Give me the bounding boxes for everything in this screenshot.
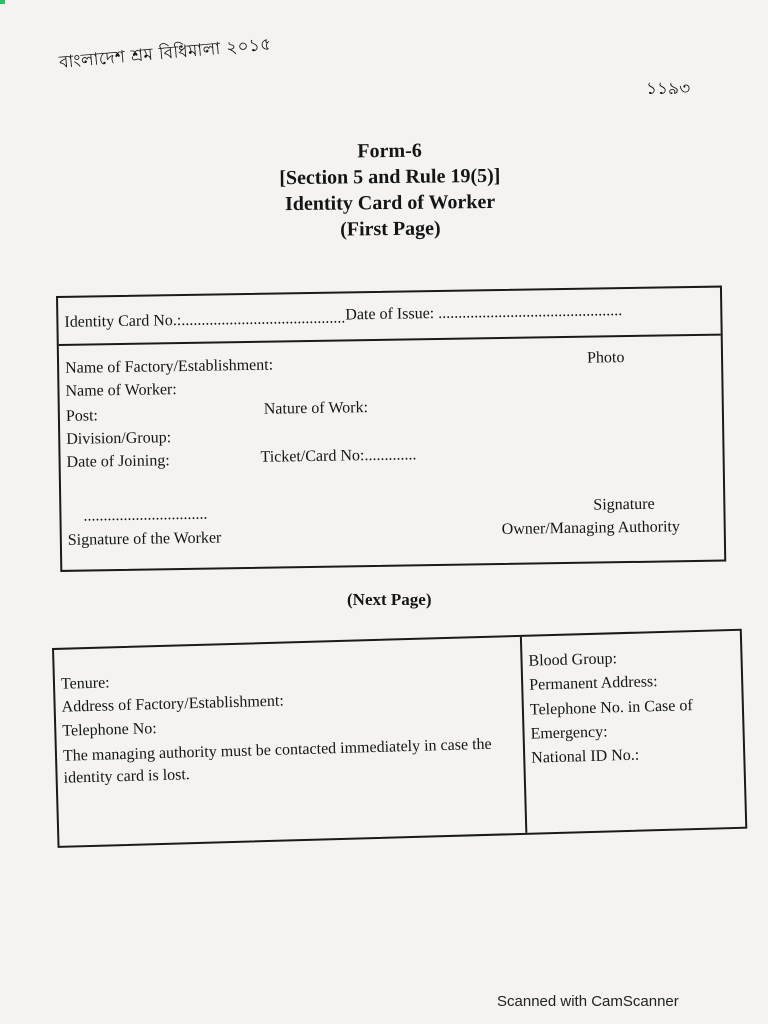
bengali-header: বাংলাদেশ শ্রম বিধিমালা ২০১৫ xyxy=(58,34,273,73)
factory-name-field: Name of Factory/Establishment: xyxy=(65,356,274,377)
worker-name-field: Name of Worker: xyxy=(65,381,177,400)
factory-address-field: Address of Factory/Establishment: xyxy=(61,692,284,716)
identity-card-first-page xyxy=(56,286,726,572)
next-page-label: (Next Page) xyxy=(347,590,432,609)
authority-signature-label: Signature xyxy=(593,495,655,514)
nature-of-work-field: Nature of Work: xyxy=(263,399,369,418)
page-number: ১১৯৩ xyxy=(646,79,691,99)
form-title: Identity Card of Worker xyxy=(284,190,496,216)
form-subtitle: (First Page) xyxy=(340,217,441,241)
form-section: [Section 5 and Rule 19(5)] xyxy=(279,164,501,190)
date-of-joining-field: Date of Joining: xyxy=(66,452,170,471)
emergency-label: Emergency: xyxy=(530,723,608,743)
identity-card-no-field: Identity Card No.:......................................... xyxy=(64,309,346,331)
photo-label: Photo xyxy=(586,349,625,367)
worker-signature-line: ............................... xyxy=(83,505,208,525)
identity-card-next-page xyxy=(52,629,747,848)
emergency-telephone-field: Telephone No. in Case of xyxy=(529,697,693,719)
lost-card-notice: The managing authority must be contacted immediately in case the identity card is lost. xyxy=(62,735,492,787)
corner-mark xyxy=(0,0,5,4)
ticket-card-no-field: Ticket/Card No:............. xyxy=(260,446,417,466)
worker-signature-label: Signature of the Worker xyxy=(67,529,222,549)
division-group-field: Division/Group: xyxy=(66,429,172,448)
form-number: Form-6 xyxy=(357,139,422,163)
permanent-address-field: Permanent Address: xyxy=(528,673,658,694)
tenure-field: Tenure: xyxy=(60,674,110,693)
column-divider xyxy=(520,637,527,833)
owner-authority-label: Owner/Managing Authority xyxy=(501,518,681,539)
date-of-issue-field: Date of Issue: .............................................. xyxy=(345,302,623,324)
card-header-row xyxy=(58,288,721,346)
post-field: Post: xyxy=(65,407,99,425)
telephone-field: Telephone No: xyxy=(62,720,157,740)
national-id-field: National ID No.: xyxy=(531,746,640,767)
form-title-block xyxy=(209,136,570,244)
blood-group-field: Blood Group: xyxy=(528,650,618,670)
camscanner-watermark: Scanned with CamScanner xyxy=(497,993,679,1010)
